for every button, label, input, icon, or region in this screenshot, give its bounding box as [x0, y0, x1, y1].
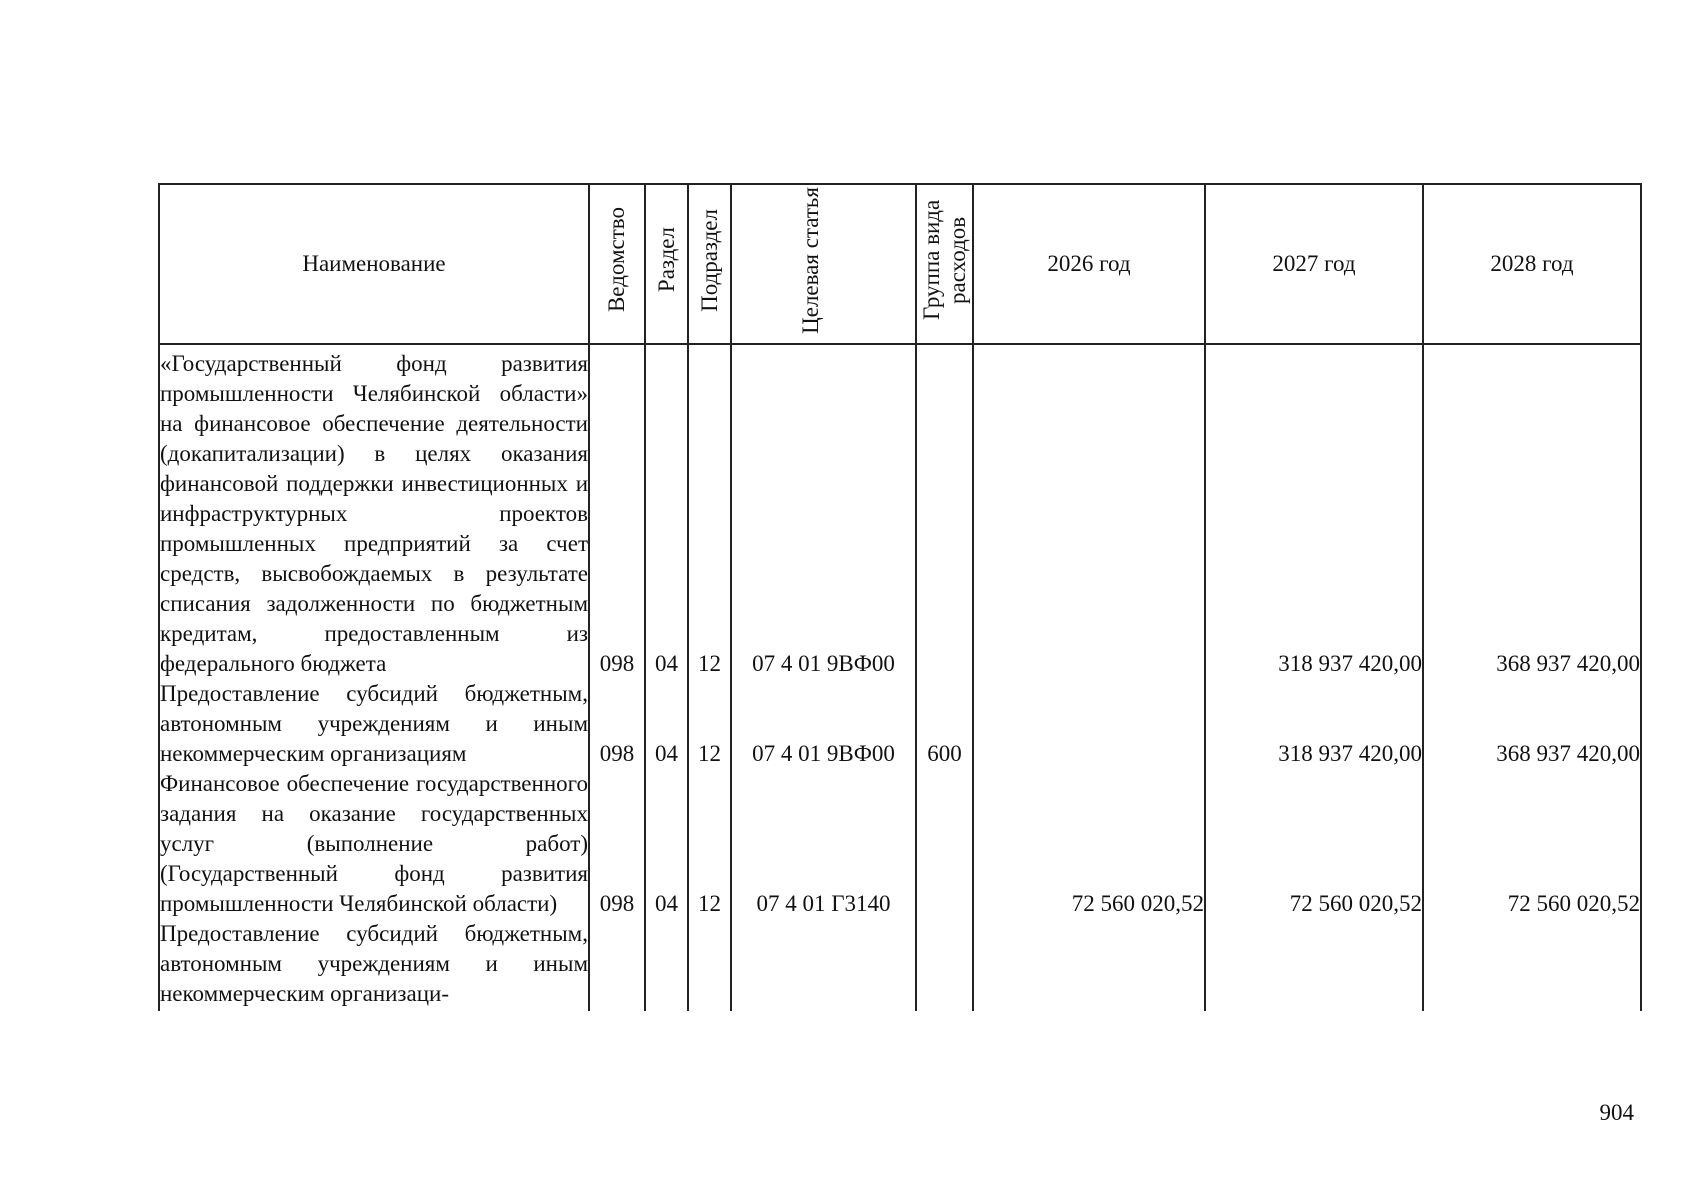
header-year-2028: 2028 год: [1423, 184, 1641, 344]
row-target-article: 07 4 01 9ВФ00: [731, 344, 916, 679]
table-row: [159, 679, 1641, 769]
row-name: «Государственный фонд развития промышленности Челябинской области» на финансовое обеспечение деятельности (докапитализации) в целях оказания финансовой поддержки инвестиционных и инфраструктурных проектов промышленных предприятий за счет средств, высвобождаемых в результате списания задолженности по бюджетным кредитам, предоставленным из федерального бюджета: [159, 344, 589, 679]
row-amount-2028: 368 937 420,00: [1423, 344, 1641, 679]
row-expense-group: 600: [916, 679, 973, 769]
row-amount-2026: [973, 344, 1205, 679]
row-department: 098: [589, 679, 645, 769]
row-expense-group: [916, 919, 973, 1011]
row-amount-2026: [973, 679, 1205, 769]
row-subsection: [688, 919, 731, 1011]
row-section: 04: [645, 344, 688, 679]
row-amount-2027: 72 560 020,52: [1205, 769, 1423, 919]
row-expense-group: [916, 769, 973, 919]
header-expense-group: Группа вида расходов: [916, 184, 973, 344]
row-subsection: 12: [688, 769, 731, 919]
row-amount-2028: 368 937 420,00: [1423, 679, 1641, 769]
row-amount-2026: 72 560 020,52: [973, 769, 1205, 919]
row-name: Финансовое обеспечение государственного задания на оказание государственных услуг (выполнение работ) (Государственный фонд развития промышленности Челябинской области): [159, 769, 589, 919]
header-section: Раздел: [645, 184, 688, 344]
row-section: 04: [645, 769, 688, 919]
row-section: 04: [645, 679, 688, 769]
row-department: [589, 919, 645, 1011]
table-header-row: [159, 184, 1641, 344]
header-subsection: Подраздел: [688, 184, 731, 344]
row-amount-2028: 72 560 020,52: [1423, 769, 1641, 919]
row-section: [645, 919, 688, 1011]
header-department: Ведомство: [589, 184, 645, 344]
page-number: 904: [1599, 1100, 1634, 1125]
header-year-2026: 2026 год: [973, 184, 1205, 344]
row-target-article: 07 4 01 9ВФ00: [731, 679, 916, 769]
table-row: [159, 769, 1641, 919]
row-department: 098: [589, 344, 645, 679]
row-amount-2027: 318 937 420,00: [1205, 344, 1423, 679]
header-target-article: Целевая статья: [731, 184, 916, 344]
row-amount-2027: 318 937 420,00: [1205, 679, 1423, 769]
row-name: Предоставление субсидий бюджетным, автономным учреждениям и иным некоммерческим организаци-: [159, 919, 589, 1011]
header-name: Наименование: [159, 184, 589, 344]
table-row: [159, 344, 1641, 679]
row-subsection: 12: [688, 344, 731, 679]
row-subsection: 12: [688, 679, 731, 769]
row-name: Предоставление субсидий бюджетным, автономным учреждениям и иным некоммерческим организациям: [159, 679, 589, 769]
header-year-2027: 2027 год: [1205, 184, 1423, 344]
budget-table: [158, 183, 1642, 1011]
table-row: [159, 919, 1641, 1011]
row-target-article: 07 4 01 Г3140: [731, 769, 916, 919]
row-amount-2026: [973, 919, 1205, 1011]
row-amount-2028: [1423, 919, 1641, 1011]
row-department: 098: [589, 769, 645, 919]
row-amount-2027: [1205, 919, 1423, 1011]
row-expense-group: [916, 344, 973, 679]
row-target-article: [731, 919, 916, 1011]
